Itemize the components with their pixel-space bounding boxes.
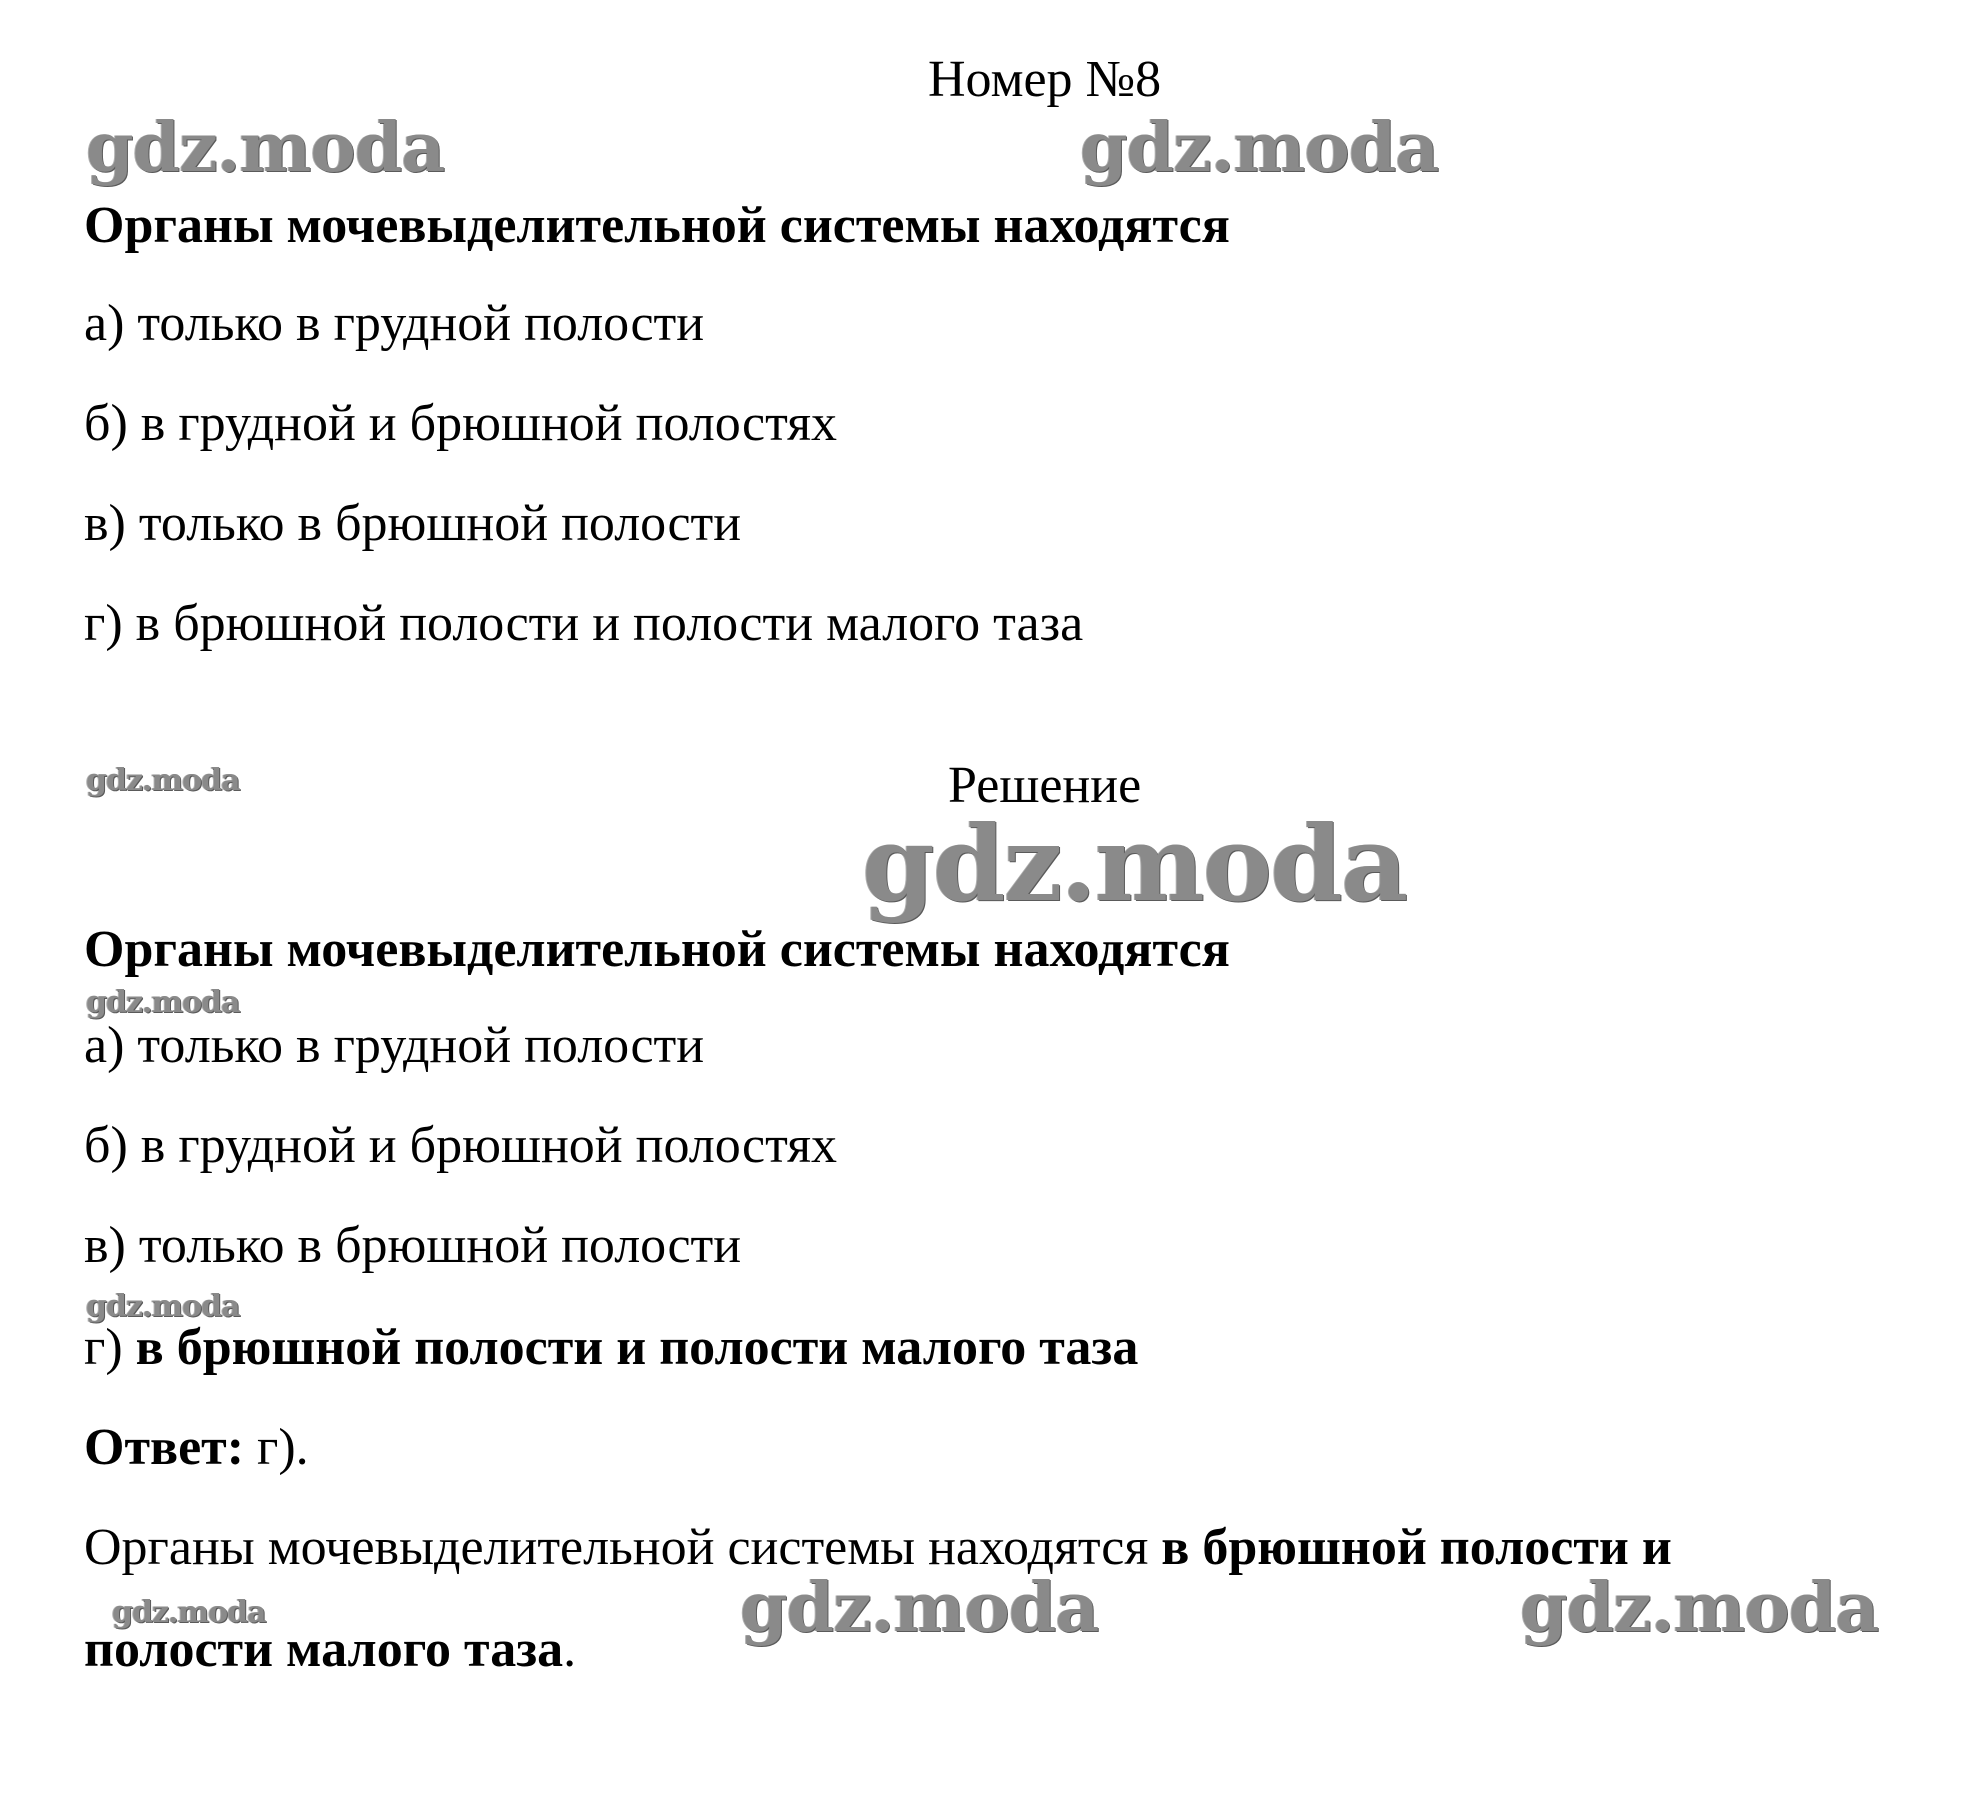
page-number-title: Номер №8 — [928, 51, 1162, 108]
watermark-logo: gdz.moda — [1520, 1568, 1879, 1648]
watermark-logo: gdz.moda — [1080, 108, 1439, 188]
task-option-a: а) только в грудной полости — [84, 295, 705, 352]
answer-label: Ответ: — [84, 1419, 245, 1476]
answer-value: г). — [244, 1419, 309, 1476]
watermark-logo-small: gdz.moda — [86, 1289, 240, 1324]
solution-title: Решение — [948, 757, 1142, 814]
solution-correct-option — [84, 1318, 1138, 1378]
task-option-b: б) в грудной и брюшной полостях — [84, 395, 838, 452]
solution-option-a: а) только в грудной полости — [84, 1017, 705, 1074]
task-question: Органы мочевыделительной системы находятся — [84, 197, 1230, 254]
correct-option-prefix: г) — [84, 1319, 136, 1376]
explanation-line-2 — [84, 1620, 576, 1680]
answer-line — [84, 1418, 309, 1478]
task-option-d: г) в брюшной полости и полости малого таза — [84, 595, 1084, 652]
correct-option-text: в брюшной полости и полости малого таза — [135, 1319, 1139, 1376]
explanation-plain: Органы мочевыделительной системы находятся — [84, 1519, 1162, 1576]
watermark-logo: gdz.moda — [86, 108, 445, 188]
explanation-bold-2: полости малого таза — [84, 1621, 564, 1678]
watermark-logo-small: gdz.moda — [112, 1595, 266, 1630]
solution-question: Органы мочевыделительной системы находятся — [84, 921, 1230, 978]
solution-option-c: в) только в брюшной полости — [84, 1217, 742, 1274]
task-option-c: в) только в брюшной полости — [84, 495, 742, 552]
watermark-logo: gdz.moda — [740, 1568, 1099, 1648]
watermark-logo-small: gdz.moda — [86, 985, 240, 1020]
explanation-bold-1: в брюшной полости и — [1161, 1519, 1672, 1576]
watermark-logo-large: gdz.moda — [862, 802, 1407, 925]
solution-option-b: б) в грудной и брюшной полостях — [84, 1117, 838, 1174]
explanation-end: . — [563, 1621, 577, 1678]
watermark-logo-small: gdz.moda — [86, 763, 240, 798]
